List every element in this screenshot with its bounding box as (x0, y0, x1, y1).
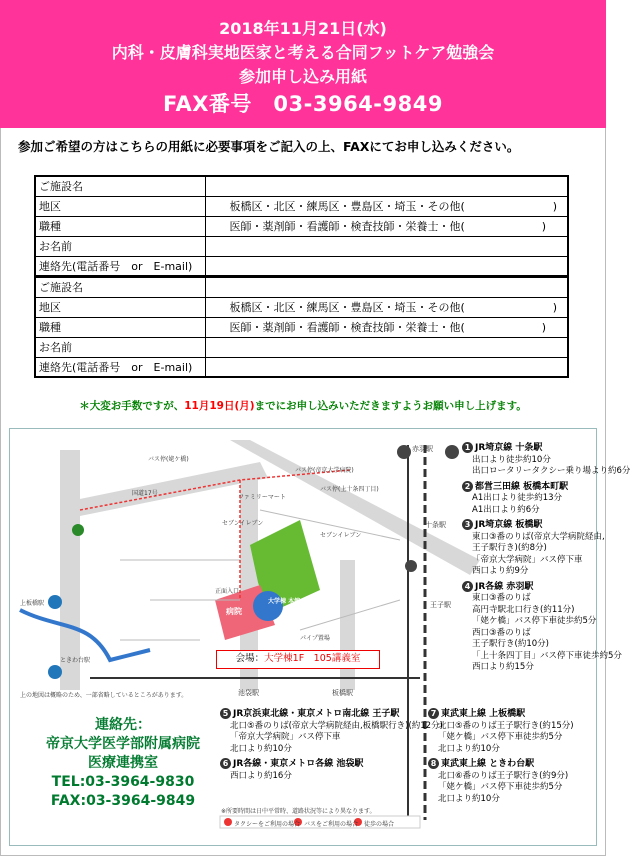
route-number-icon: 8 (428, 758, 439, 769)
access-list-right (462, 442, 630, 677)
route-number-icon: 1 (462, 442, 473, 453)
map-note: 上の地図は概略のため、一部省略しているところがあります。 (20, 692, 188, 699)
area-field[interactable]: 板橋区・北区・練馬区・豊島区・埼玉・その他( ) (205, 297, 568, 317)
seven-label-1: セブンイレブン (222, 520, 264, 527)
contact-org: 帝京大学医学部附属病院 (46, 736, 200, 752)
access-route-title: 7 東武東上線 上板橋駅 (428, 708, 598, 721)
legend-taxi: タクシーをご利用の場合 (234, 821, 301, 828)
access-route-line: A1出口より徒歩約13分 (472, 493, 563, 503)
access-route-line: 西口③番のりば (472, 627, 531, 638)
legend-bus: バスをご利用の場合 (304, 821, 359, 828)
access-route-line: 出口より徒歩約10分 (472, 454, 551, 465)
area-label: 地区 (35, 297, 205, 317)
job-field[interactable]: 医師・薬剤師・看護師・検査技師・栄養士・他( ) (205, 317, 568, 337)
instruction-text: 参加ご希望の方はこちらの用紙に必要事項をご記入の上、FAXにてお申し込みください。 (18, 139, 520, 154)
contact-label: 連絡先(電話番号 or E-mail) (35, 256, 205, 276)
name-label: お名前 (35, 236, 205, 256)
marker-3 (405, 560, 417, 572)
access-route-line: 王子駅行き)(約8分) (472, 543, 547, 553)
route-number-icon: 4 (462, 581, 473, 592)
contact-label: 連絡先(電話番号 or E-mail) (35, 357, 205, 377)
access-route (462, 481, 597, 517)
access-route (428, 758, 598, 805)
access-route-title: 6 JR各線・東京メトロ各線 池袋駅 (220, 758, 425, 771)
access-route-line: 「姥ケ橋」バス停下車徒歩約5分 (438, 782, 563, 792)
route-number-icon: 6 (220, 758, 231, 769)
akabane-label: 赤羽駅 (412, 445, 433, 453)
pipe-label: パイプ置場 (300, 635, 330, 642)
venue-place: 大学棟1F 105講義室 (264, 653, 361, 664)
road-west (60, 450, 80, 690)
access-route-line: 王子駅行き(約10分) (472, 639, 549, 649)
access-route-line: 北口より約10分 (438, 793, 500, 804)
road-south (340, 560, 355, 690)
marker-7 (48, 595, 62, 609)
access-route-line: 「姥ケ橋」バス停下車徒歩約5分 (472, 616, 597, 626)
access-route (462, 581, 622, 674)
kamiitabashi-label: 上板橋駅 (20, 600, 45, 607)
access-route-title: 5 JR京浜東北線・東京メトロ南北線 王子駅 (220, 708, 425, 721)
venue-box (216, 650, 380, 669)
access-route (220, 758, 425, 782)
legend-note: ※所要時間は日中平常時、道路状況等により異なります。 (221, 808, 376, 815)
road-route17 (75, 462, 268, 516)
bus-ubagahashi-label: バス停(姥ケ橋) (148, 456, 189, 463)
river (20, 610, 150, 660)
access-route-line: 北口⑤番のりば(帝京大学病院経由,板橋駅行き)(約12分) (230, 720, 443, 731)
access-route-line: A1出口より約6分 (472, 504, 540, 515)
access-route (220, 708, 443, 755)
name-label: お名前 (35, 337, 205, 357)
contact-dept: 医療連携室 (88, 755, 158, 771)
fax-number: FAX番号 03-3964-9849 (163, 92, 443, 116)
legend-taxi-icon (224, 818, 232, 826)
route-number-icon: 2 (462, 481, 473, 492)
form-title: 参加申し込み用紙 (238, 67, 367, 86)
area-label: 地区 (35, 196, 205, 216)
route-number-icon: 5 (220, 708, 231, 719)
notice-prefix: ＊大変お手数ですが、 (79, 400, 185, 412)
access-route-line: 「帝京大学病院」バス停下車 (230, 732, 341, 742)
facility-label: ご施設名 (35, 277, 205, 297)
contact-title: 連絡先： (95, 717, 151, 733)
access-route-line: 西口より約16分 (230, 770, 292, 781)
marker-8 (48, 665, 62, 679)
marker-2 (72, 524, 84, 536)
notice-deadline: 11月19日(月) (184, 400, 255, 412)
access-route-line: 北口⑥番のりば王子駅行き(約9分) (438, 770, 569, 781)
access-route-title: 1 JR埼京線 十条駅 (462, 442, 597, 455)
access-route-title: 8 東武東上線 ときわ台駅 (428, 758, 598, 771)
event-date: 2018年11月21日(水) (219, 19, 387, 38)
access-route-line: 西口より約15分 (472, 662, 534, 672)
seven-label-2: セブンイレブン (320, 532, 362, 539)
marker-1 (445, 445, 459, 459)
marker-4 (397, 445, 411, 459)
route-number-icon: 3 (462, 519, 473, 530)
job-label: 職種 (35, 216, 205, 236)
contact-tel: TEL:03-3964-9830 (51, 774, 195, 790)
access-route-line: 出口ロータリータクシー乗り場より約6分 (472, 466, 630, 476)
entrance-label: 正面入口 (215, 588, 240, 595)
jujo-label: 十条駅 (425, 521, 446, 529)
area-field[interactable]: 板橋区・北区・練馬区・豊島区・埼玉・その他( ) (205, 196, 568, 216)
access-route-title: 2 都営三田線 板橋本町駅 (462, 481, 597, 494)
access-route-line: 高円寺駅北口行き(約11分) (472, 604, 575, 615)
event-title: 内科・皮膚科実地医家と考える合同フットケア勉強会 (111, 43, 495, 62)
bus-kami-label: バス停(上十条四丁目) (320, 486, 379, 493)
oji-label: 王子駅 (430, 601, 451, 609)
ikebukuro-label: 池袋駅 (238, 689, 259, 697)
bus-hospital-label: バス停(帝京大学病院) (295, 467, 354, 474)
access-route (428, 708, 598, 755)
access-route-line: 西口より約9分 (472, 566, 529, 576)
access-route-line: 北口⑤番のりば王子駅行き(約15分) (438, 720, 574, 731)
access-route-title: 3 JR埼京線 板橋駅 (462, 519, 597, 532)
access-route (462, 442, 630, 478)
univ-label: 大学棟 本館 (268, 598, 301, 605)
job-field[interactable]: 医師・薬剤師・看護師・検査技師・栄養士・他( ) (205, 216, 568, 236)
access-route (462, 519, 605, 578)
route17-label: 国道17号 (132, 490, 158, 497)
access-list-bottom-left (220, 708, 443, 785)
access-route-line: 東口③番のりば (472, 593, 531, 603)
job-label: 職種 (35, 317, 205, 337)
tokiwadai-label: ときわ台駅 (60, 657, 91, 664)
contact-block (28, 716, 218, 811)
itabashi-label: 板橋駅 (332, 689, 353, 697)
contact-fax: FAX:03-3964-9849 (50, 793, 196, 809)
notice-suffix: までにお申し込みいただきますようお願い申し上げます。 (254, 400, 527, 412)
route-number-icon: 7 (428, 708, 439, 719)
access-route-line: 北口より約10分 (230, 743, 292, 754)
family-mart-label: ファミリーマート (238, 494, 286, 501)
venue-prefix: 会場： (235, 653, 265, 664)
legend-walk: 徒歩の場合 (364, 821, 395, 828)
access-route-line: 「上十条四丁目」バス停下車徒歩約5分 (472, 650, 622, 661)
access-route-line: 北口より約10分 (438, 743, 500, 754)
access-route-line: 「帝京大学病院」バス停下車 (472, 554, 583, 565)
hospital-label: 病院 (226, 607, 242, 616)
access-route-title: 4 JR各線 赤羽駅 (462, 581, 597, 594)
access-list-bottom-right (428, 708, 598, 808)
access-route-line: 東口③番のりば(帝京大学病院経由, (472, 531, 605, 542)
access-route-line: 「姥ケ橋」バス停下車徒歩約5分 (438, 732, 563, 742)
facility-label: ご施設名 (35, 176, 205, 196)
